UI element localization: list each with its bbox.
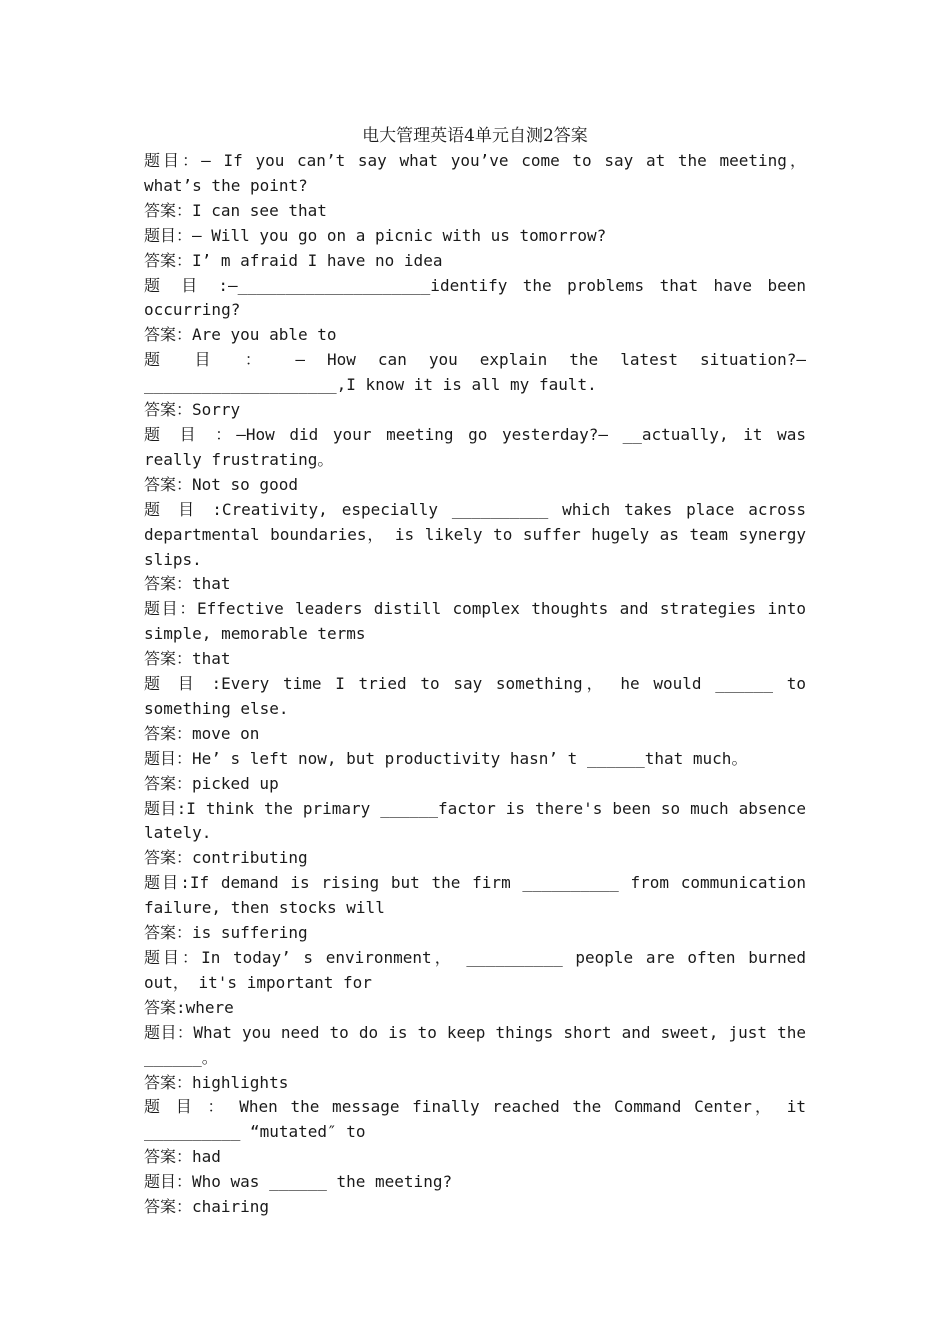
- answer-text: 答案：contributing: [144, 848, 308, 868]
- question-text: 题目：He’ s left now, but productivity hasn’ t ______that much。: [144, 748, 748, 768]
- question-text: 题 目 :Creativity, especially __________ which takes place across departmental boundaries， is likely to suffer hugely as team synergy slips.: [144, 499, 816, 569]
- answer-text: 答案:where: [144, 997, 234, 1017]
- answer-text: 答案：I’ m afraid I have no idea: [144, 250, 443, 270]
- answer-text: 答案：that: [144, 574, 231, 594]
- question-text: 题 目 ： When the message finally reached the Command Center， it __________ “mutated″ to: [144, 1097, 816, 1142]
- question-text: 题目：What you need to do is to keep things short and sweet, just the ______。: [144, 1022, 816, 1067]
- answer-text: 答案：Are you able to: [144, 325, 337, 345]
- answer-text: 答案：Sorry: [144, 400, 241, 420]
- question-text: 题目：Effective leaders distill complex thoughts and strategies into simple, memorable terms: [144, 599, 816, 644]
- question-text: 题 目 :Every time I tried to say something， he would ______ to something else.: [144, 674, 816, 718]
- document-title: 电大管理英语4单元自测2答案: [362, 126, 588, 146]
- question-text: 题 目 ：—How did your meeting go yesterday?— __actually, it was really frustrating。: [144, 424, 816, 469]
- answer-text: 答案：move on: [144, 723, 260, 743]
- question-text: 题目：In today’ s environment， __________ people are often burned out， it's important for: [144, 948, 816, 992]
- question-text: 题 目 ： — How can you explain the latest situation?—____________________,I know it is all my fault.: [144, 350, 806, 395]
- answer-text: 答案：had: [144, 1147, 221, 1167]
- answer-text: 答案：picked up: [144, 773, 279, 793]
- question-text: 题目：Who was ______ the meeting?: [144, 1172, 453, 1192]
- answer-text: 答案：chairing: [144, 1197, 270, 1217]
- question-text: 题目:I think the primary ______factor is there's been so much absence lately.: [144, 798, 816, 843]
- question-text: 题目：— If you can’t say what you’ve come to say at the meeting，what’s the point?: [144, 151, 806, 195]
- answer-text: 答案：is suffering: [144, 923, 308, 943]
- question-text: 题 目 :—____________________identify the problems that have been occurring?: [144, 275, 816, 320]
- document-page: [144, 124, 816, 1220]
- answer-text: 答案：that: [144, 649, 231, 669]
- answer-text: 答案：Not so good: [144, 474, 298, 494]
- answer-text: 答案：I can see that: [144, 200, 327, 220]
- qa-list: [144, 149, 816, 1220]
- question-text: 题目:If demand is rising but the firm __________ from communication failure, then stocks will: [144, 873, 816, 918]
- question-text: 题目：— Will you go on a picnic with us tomorrow?: [144, 225, 607, 245]
- answer-text: 答案：highlights: [144, 1072, 289, 1092]
